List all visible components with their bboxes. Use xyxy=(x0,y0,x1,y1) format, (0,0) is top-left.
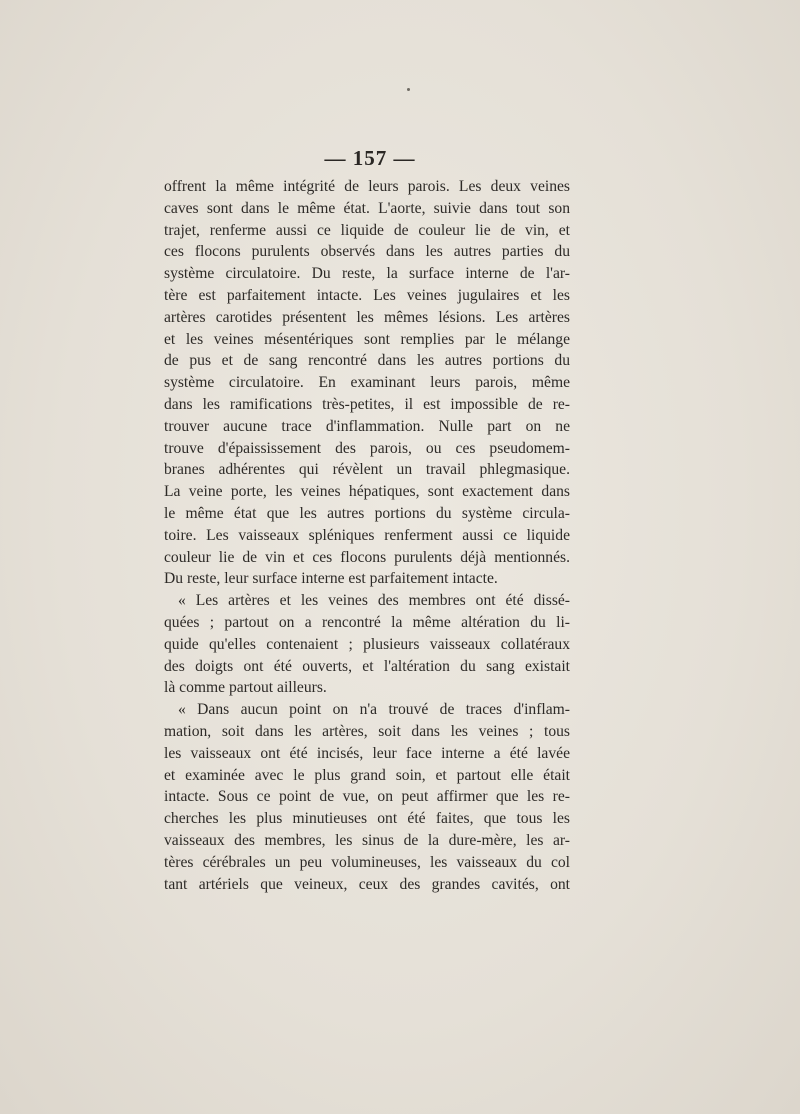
text-line: là comme partout ailleurs. xyxy=(164,679,327,697)
text-line: dans les ramifications très-petites, il est impossible de re- xyxy=(164,395,570,413)
text-line: branes adhérentes qui révèlent un travail phlegmasique. xyxy=(164,461,570,479)
text-line: caves sont dans le même état. L'aorte, suivie dans tout son xyxy=(164,199,570,217)
text-line: trouver aucune trace d'inflammation. Nulle part on ne xyxy=(164,417,570,435)
text-line: quide qu'elles contenaient ; plusieurs vaisseaux collatéraux xyxy=(164,635,570,653)
text-line: vaisseaux des membres, les sinus de la dure-mère, les ar- xyxy=(164,831,570,849)
text-line: ces flocons purulents observés dans les autres parties du xyxy=(164,243,570,261)
paper-speck xyxy=(407,88,410,91)
text-line: intacte. Sous ce point de vue, on peut affirmer que les re- xyxy=(164,788,570,806)
body-text xyxy=(164,176,570,895)
text-line: La veine porte, les veines hépatiques, sont exactement dans xyxy=(164,483,570,501)
text-line: système circulatoire. Du reste, la surface interne de l'ar- xyxy=(164,265,570,283)
text-line: et les veines mésentériques sont remplies par le mélange xyxy=(164,330,570,348)
text-line: tère est parfaitement intacte. Les veines jugulaires et les xyxy=(164,286,570,304)
text-line: trouve d'épaississement des parois, ou ces pseudomem- xyxy=(164,439,570,457)
text-line: Du reste, leur surface interne est parfaitement intacte. xyxy=(164,570,498,588)
text-line: toire. Les vaisseaux spléniques renferment aussi ce liquide xyxy=(164,526,570,544)
page-number: — 157 — xyxy=(324,146,416,170)
text-line: tant artériels que veineux, ceux des grandes cavités, ont xyxy=(164,875,570,893)
text-line: artères carotides présentent les mêmes lésions. Les artères xyxy=(164,308,570,326)
text-line: tères cérébrales un peu volumineuses, les vaisseaux du col xyxy=(164,853,570,871)
text-line: offrent la même intégrité de leurs parois. Les deux veines xyxy=(164,178,570,195)
text-line: cherches les plus minutieuses ont été faites, que tous les xyxy=(164,810,570,828)
text-line: mation, soit dans les artères, soit dans les veines ; tous xyxy=(164,722,570,740)
text-line: de pus et de sang rencontré dans les autres portions du xyxy=(164,352,570,370)
text-line: « Dans aucun point on n'a trouvé de traces d'inflam- xyxy=(178,701,570,719)
text-line: les vaisseaux ont été incisés, leur face interne a été lavée xyxy=(164,744,570,762)
text-line: le même état que les autres portions du système circula- xyxy=(164,504,570,522)
text-line: système circulatoire. En examinant leurs parois, même xyxy=(164,374,570,392)
text-line: quées ; partout on a rencontré la même altération du li- xyxy=(164,613,570,631)
text-line: couleur lie de vin et ces flocons purulents déjà mentionnés. xyxy=(164,548,570,566)
text-line: trajet, renferme aussi ce liquide de couleur lie de vin, et xyxy=(164,221,570,239)
text-line: des doigts ont été ouverts, et l'altération du sang existait xyxy=(164,657,570,675)
text-line: « Les artères et les veines des membres ont été dissé- xyxy=(178,592,570,610)
text-line: et examinée avec le plus grand soin, et partout elle était xyxy=(164,766,570,784)
